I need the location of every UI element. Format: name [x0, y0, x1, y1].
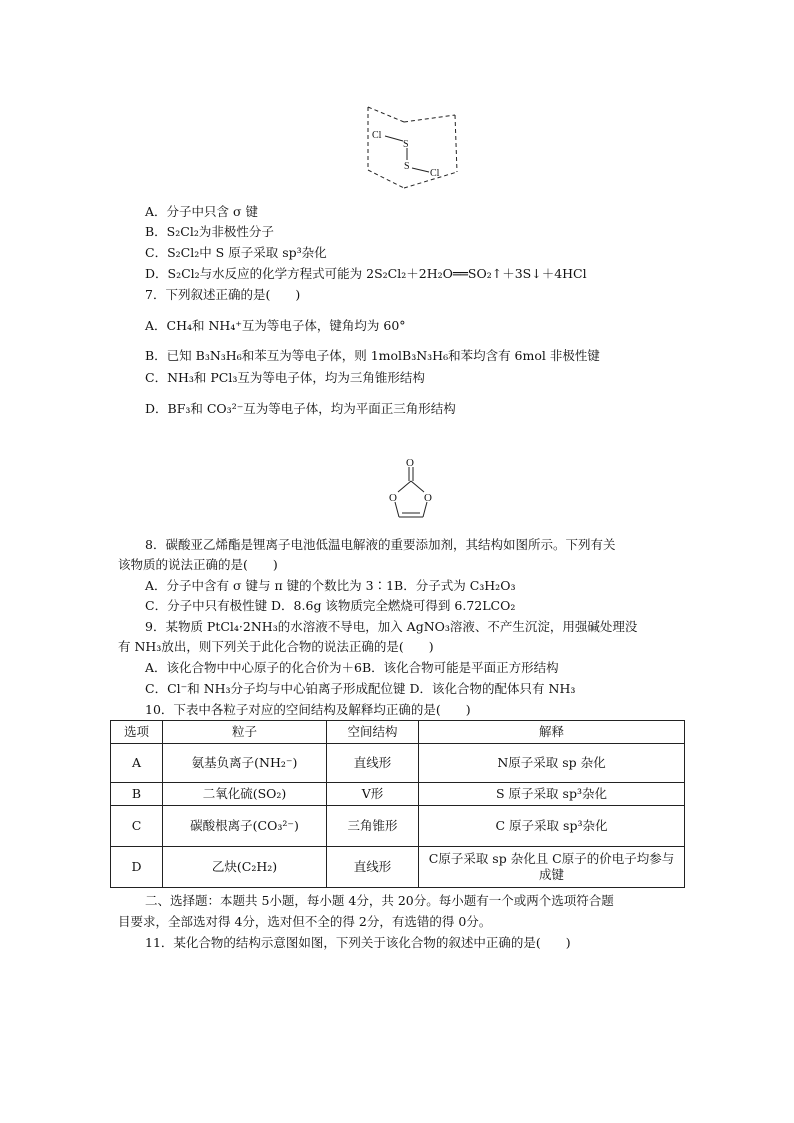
q8-options-ab: A．分子中含有 σ 键与 π 键的个数比为 3∶1B．分子式为 C₃H₂O₃ — [145, 578, 516, 593]
q7-option-d: D．BF₃和 CO₃²⁻互为等电子体，均为平面正三角形结构 — [145, 401, 456, 416]
q7-stem: 7．下列叙述正确的是( ) — [145, 287, 301, 302]
table-cell: C — [111, 806, 163, 847]
table-cell: 氨基负离子(NH₂⁻) — [163, 744, 327, 783]
q8-stem-line1: 8．碳酸亚乙烯酯是锂离子电池低温电解液的重要添加剂，其结构如图所示。下列有关 — [145, 537, 616, 552]
q10-stem: 10．下表中各粒子对应的空间结构及解释均正确的是( ) — [145, 702, 471, 717]
s2cl2-structure-figure — [360, 102, 465, 190]
atom-s-label: S — [404, 161, 410, 172]
table-cell: 二氧化硫(SO₂) — [163, 783, 327, 806]
vinylene-carbonate-structure-figure — [381, 455, 441, 527]
table-cell: B — [111, 783, 163, 806]
q7-option-b: B．已知 B₃N₃H₆和苯互为等电子体，则 1molB₃N₃H₆和苯均含有 6mol 非极性键 — [145, 348, 600, 363]
q9-options-ab: A．该化合物中中心原子的化合价为＋6B．该化合物可能是平面正方形结构 — [145, 660, 559, 675]
table-row — [111, 847, 685, 888]
table-cell: 三角锥形 — [327, 806, 419, 847]
q6-option-c: C．S₂Cl₂中 S 原子采取 sp³杂化 — [145, 245, 327, 260]
table-cell: A — [111, 744, 163, 783]
table-cell: S 原子采取 sp³杂化 — [419, 783, 685, 806]
q7-option-c: C．NH₃和 PCl₃互为等电子体，均为三角锥形结构 — [145, 370, 425, 385]
q9-stem-line1: 9．某物质 PtCl₄·2NH₃的水溶液不导电，加入 AgNO₃溶液、不产生沉淀，用强碱处理没 — [145, 619, 638, 634]
table-cell: C 原子采取 sp³杂化 — [419, 806, 685, 847]
q9-options-cd: C．Cl⁻和 NH₃分子均与中心铂离子形成配位键 D．该化合物的配体只有 NH₃ — [145, 681, 576, 696]
ring-bond — [423, 502, 427, 517]
dashed-plane-edge — [368, 170, 404, 188]
table-row — [111, 806, 685, 847]
ring-bond — [398, 481, 411, 492]
table-cell: 直线形 — [327, 744, 419, 783]
table-header-cell: 空间结构 — [327, 721, 419, 744]
table-header-cell: 选项 — [111, 721, 163, 744]
table-row — [111, 744, 685, 783]
table-header-row — [111, 721, 685, 744]
atom-o-label: O — [389, 492, 397, 504]
table-cell: N原子采取 sp 杂化 — [419, 744, 685, 783]
dashed-plane-edge — [455, 115, 457, 172]
table-cell: D — [111, 847, 163, 888]
q11-stem: 11．某化合物的结构示意图如图，下列关于该化合物的叙述中正确的是( ) — [145, 935, 571, 950]
section2-intro-line2: 目要求，全部选对得 4分，选对但不全的得 2分，有选错的得 0分。 — [118, 914, 492, 929]
atom-cl-label: Cl — [372, 130, 382, 141]
table-header-cell: 粒子 — [163, 721, 327, 744]
atom-s-label: S — [403, 139, 409, 150]
dashed-plane-edge — [368, 107, 404, 122]
table-cell: 乙炔(C₂H₂) — [163, 847, 327, 888]
bond-s-cl — [412, 168, 429, 172]
table-cell: C原子采取 sp 杂化且 C原子的价电子均参与成键 — [419, 847, 685, 888]
section2-intro-line1: 二、选择题：本题共 5小题，每小题 4分，共 20分。每小题有一个或两个选项符合题 — [145, 893, 614, 908]
q7-option-a: A．CH₄和 NH₄⁺互为等电子体，键角均为 60° — [145, 318, 406, 333]
atom-cl-label: Cl — [430, 168, 440, 179]
q6-option-a: A．分子中只含 σ 键 — [145, 204, 259, 219]
bond-cl-s — [385, 136, 403, 141]
q8-options-cd: C．分子中只有极性键 D．8.6g 该物质完全燃烧可得到 6.72LCO₂ — [145, 598, 516, 613]
q8-stem-line2: 该物质的说法正确的是( ) — [118, 557, 278, 572]
atom-o-label: O — [406, 457, 414, 469]
dashed-plane-edge — [404, 115, 455, 122]
q9-stem-line2: 有 NH₃放出，则下列关于此化合物的说法正确的是( ) — [118, 639, 434, 654]
table-row — [111, 783, 685, 806]
ring-bond — [411, 481, 424, 492]
ring-bond — [395, 502, 399, 517]
q10-table — [110, 720, 685, 888]
table-cell: 碳酸根离子(CO₃²⁻) — [163, 806, 327, 847]
q6-option-b: B．S₂Cl₂为非极性分子 — [145, 224, 274, 239]
table-cell: 直线形 — [327, 847, 419, 888]
table-header-cell: 解释 — [419, 721, 685, 744]
q6-option-d: D．S₂Cl₂与水反应的化学方程式可能为 2S₂Cl₂＋2H₂O══SO₂↑＋3S↓＋4HCl — [145, 266, 587, 281]
atom-o-label: O — [424, 492, 432, 504]
table-cell: V形 — [327, 783, 419, 806]
